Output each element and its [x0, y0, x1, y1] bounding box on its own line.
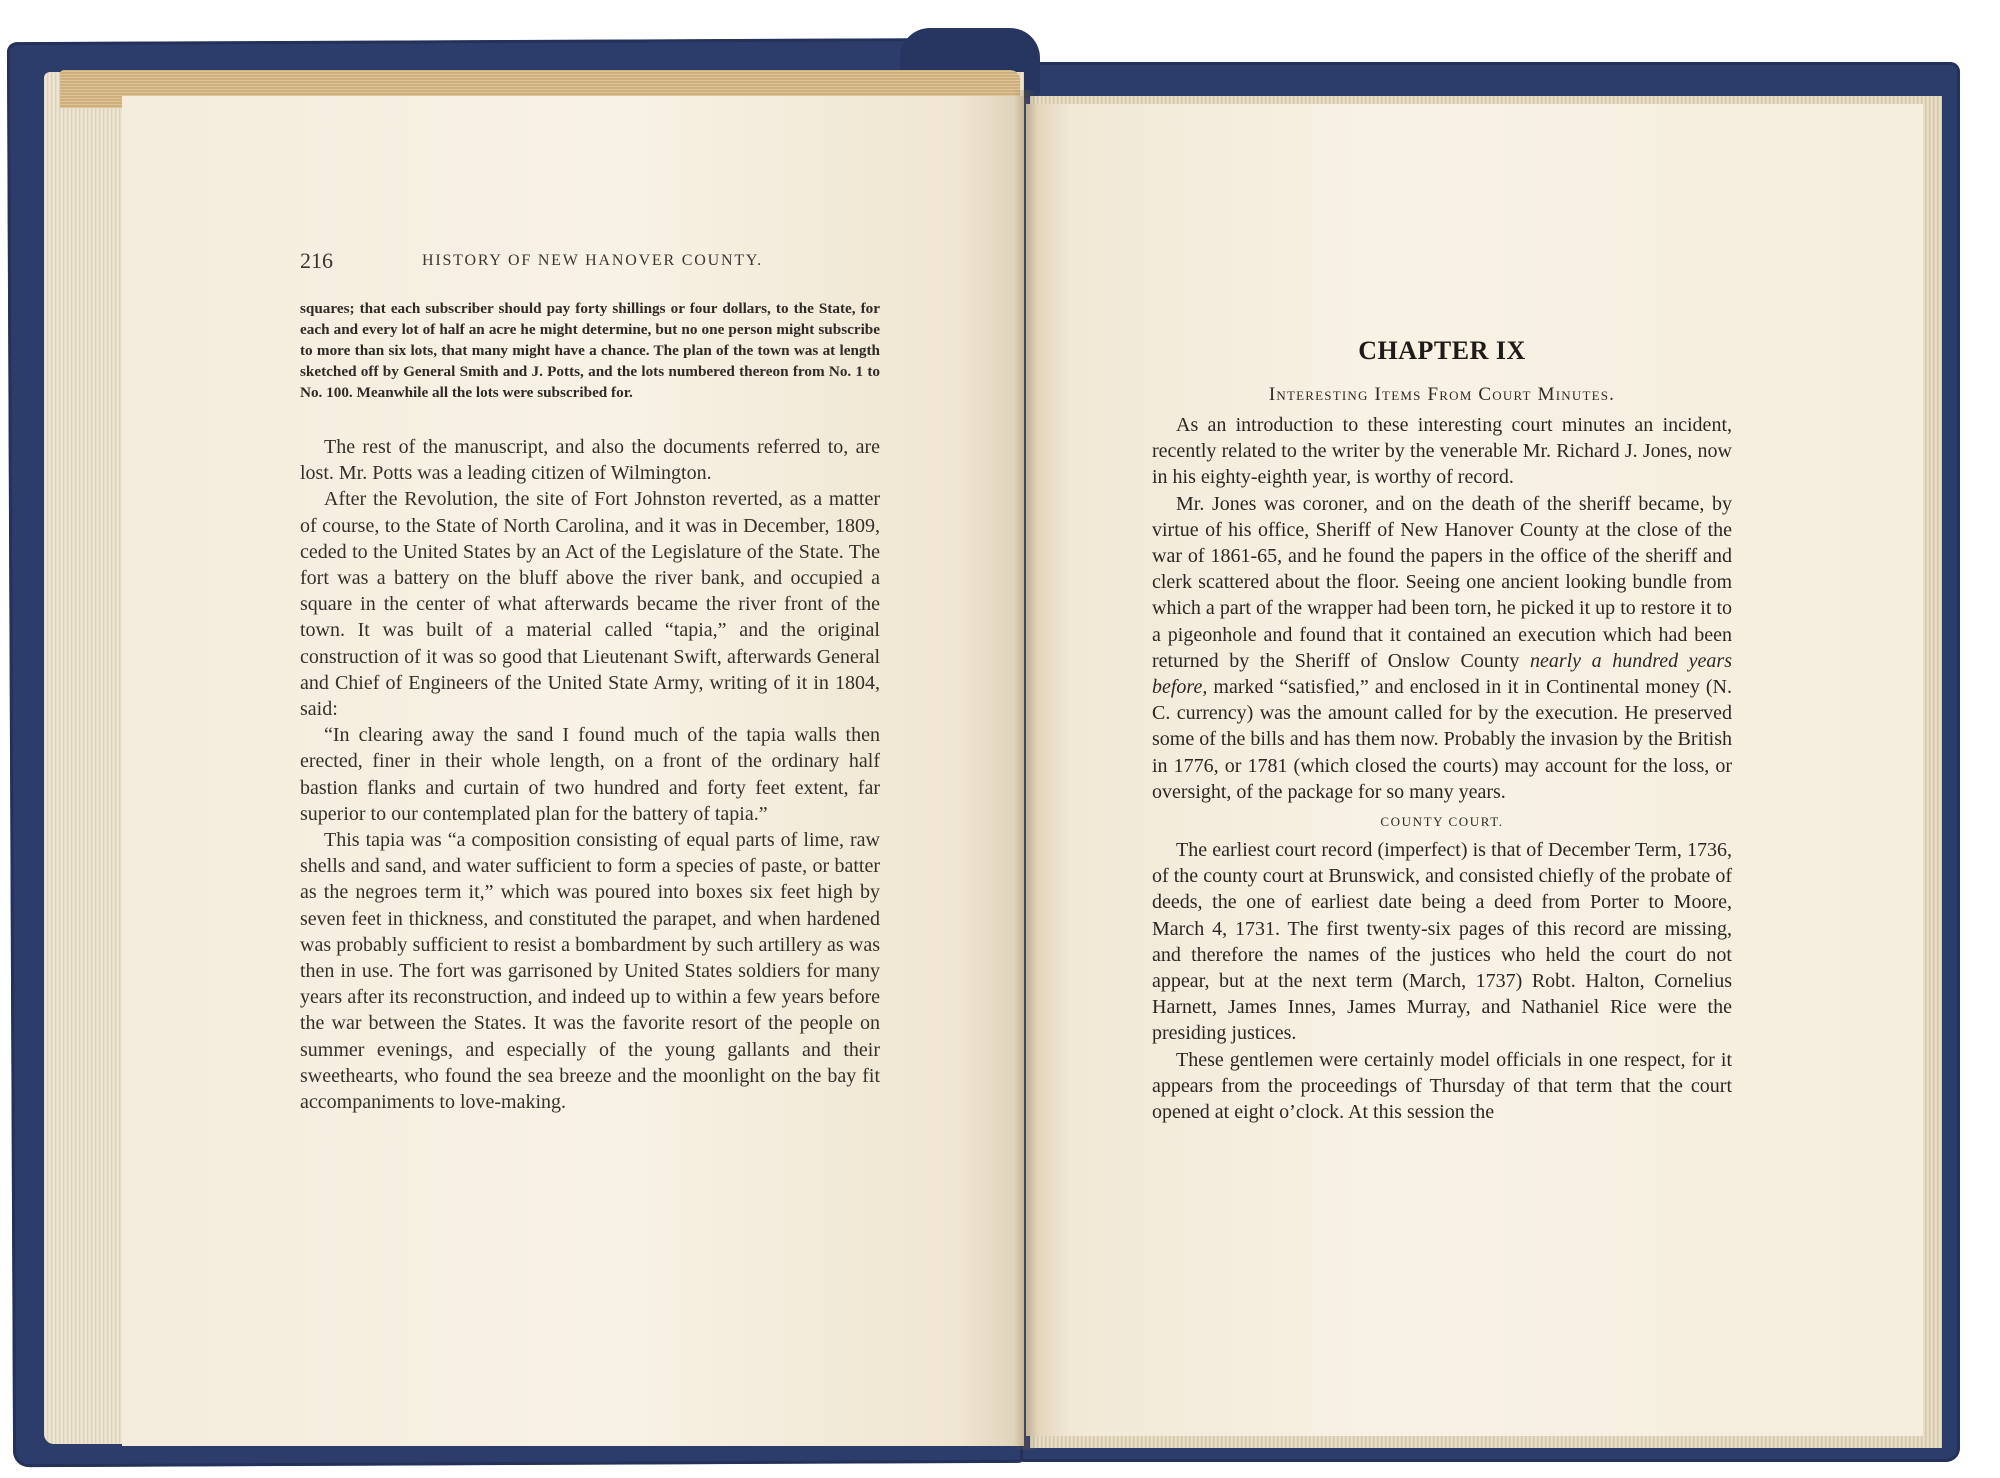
chapter-title: CHAPTER IX	[1358, 336, 1526, 365]
quoted-block-text: squares; that each subscriber should pay forty shillings or four dollars, to the State, for each and every lot of half an acre he might determine, but no one person might subscribe to more than six lots, that many might have a chance. The plan of the town was at length sketched off by General Smith and J. Potts, and the lots numbered thereon from No. 1 to No. 100. Meanwhile all the lots were subscribed for.	[300, 300, 880, 401]
chapter-subtitle: Interesting Items From Court Minutes.	[1268, 384, 1616, 405]
left-paragraph-4: This tapia was “a composition consisting of equal parts of lime, raw shells and sand, and water sufficient to form a species of paste, or batter as the negroes term it,” which was poured into boxes six feet high by seven feet in thickness, and constituted the parapet, and when hardened was probably sufficient to resist a bombardment by such artillery as was then in use. The fort was garrisoned by United States soldiers for many years after its reconstruction, and indeed up to within a few years before the war between the States. It was the favorite resort of the people on summer evenings, and especially of the young gallants and their sweethearts, who found the sea breeze and the moonlight on the bay fit accompaniments to love-making.	[300, 829, 880, 1114]
book-gutter	[1014, 90, 1038, 1450]
right-page-body	[1152, 412, 1732, 1125]
section-heading: COUNTY COURT.	[1380, 814, 1504, 830]
right-paragraph-2-end: marked “satisfied,” and enclosed in it in Continental money (N. C. currency) was the amount called for by the execution. He preserved some of the bills and has them now. Probably the invasion by the British in 1776, or 1781 (which closed the courts) may account for the loss, or oversight, of the package for so many years.	[1152, 676, 1732, 803]
right-paragraph-1: As an introduction to these interesting court minutes an incident, recently related to the writer by the venerable Mr. Richard J. Jones, now in his eighty-eighth year, is worthy of record.	[1152, 414, 1732, 489]
left-paragraph-2: After the Revolution, the site of Fort Johnston reverted, as a matter of course, to the State of North Carolina, and it was in December, 1809, ceded to the United States by an Act of the Legislature of the State. The fort was a battery on the bluff above the river bank, and occupied a square in the center of what afterwards became the river front of the town. It was built of a material called “tapia,” and the original construction of it was so good that Lieutenant Swift, afterwards General and Chief of Engineers of the United State Army, writing of it in 1804, said:	[300, 488, 880, 721]
left-page-body	[300, 434, 880, 1115]
running-head	[300, 248, 882, 274]
page-number: 216	[300, 248, 333, 273]
left-paragraph-3: “In clearing away the sand I found much of the tapia walls then erected, finer in their whole length, on a front of the ordinary half bastion flanks and curtain of two hundred and forty feet extent, far superior to our contemplated plan for the battery of tapia.”	[300, 724, 880, 825]
running-head-title: HISTORY OF NEW HANOVER COUNTY.	[422, 252, 763, 269]
right-paragraph-2-start: Mr. Jones was coroner, and on the death of the sheriff became, by virtue of his office, Sheriff of New Hanover County at the close of the war of 1861-65, and he found the papers in the office of the sheriff and clerk scattered about the floor. Seeing one ancient looking bundle from which a part of the wrapper had been torn, he picked it up to restore it to a pigeonhole and found that it contained an execution which had been returned by the Sheriff of Onslow County	[1152, 492, 1732, 672]
right-paragraph-3: The earliest court record (imperfect) is that of December Term, 1736, of the county court at Brunswick, and consisted chiefly of the probate of deeds, the one of earliest date being a deed from Porter to Moore, March 4, 1731. The first twenty-six pages of this record are missing, and therefore the names of the justices who held the court do not appear, but at the next term (March, 1737) Robt. Halton, Cornelius Harnett, James Innes, James Murray, and Nathaniel Rice were the presiding justices.	[1152, 839, 1732, 1045]
left-paragraph-1: The rest of the manuscript, and also the documents referred to, are lost. Mr. Potts was a leading citizen of Wilmington.	[300, 436, 880, 485]
right-paragraph-4: These gentlemen were certainly model officials in one respect, for it appears from the proceedings of Thursday of that term that the court opened at eight o’clock. At this session the	[1152, 1048, 1732, 1124]
right-paragraph-2	[1152, 491, 1732, 805]
quoted-block	[300, 298, 880, 403]
right-paragraph-2-italic: nearly a hundred years before,	[1152, 649, 1732, 699]
